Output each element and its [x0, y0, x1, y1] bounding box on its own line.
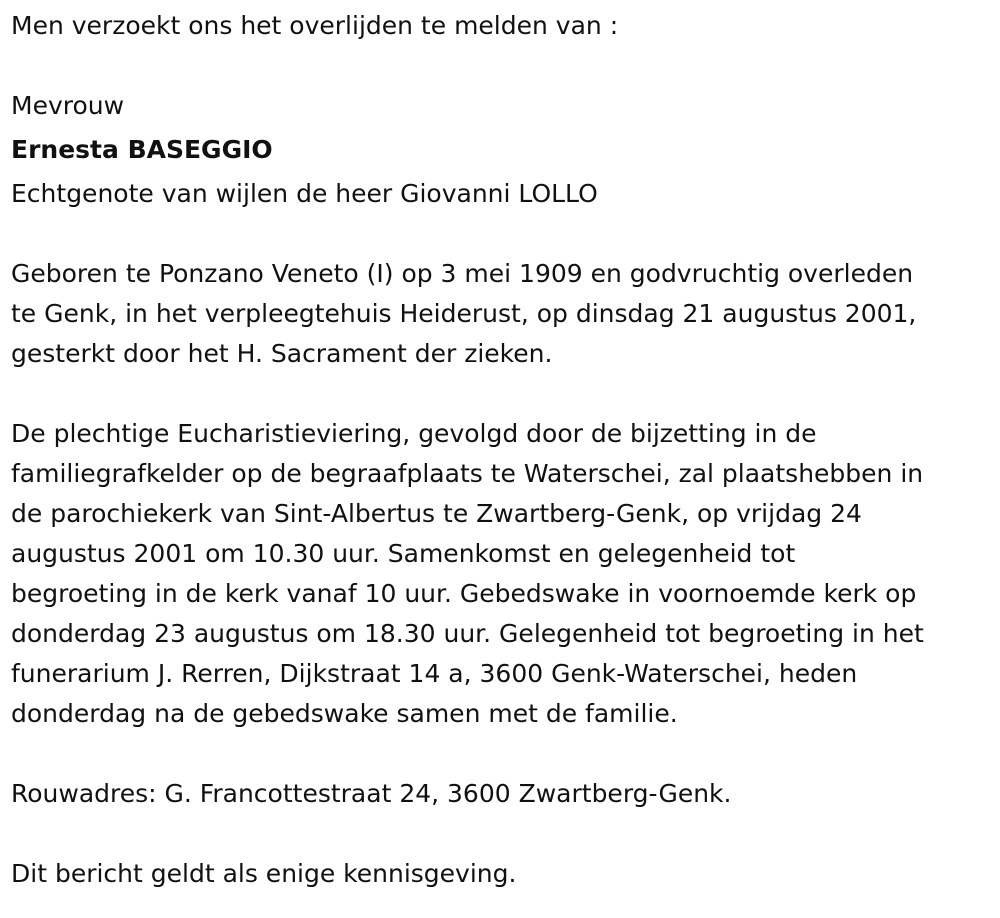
spacer — [11, 214, 991, 254]
ceremony-paragraph — [11, 414, 991, 734]
paragraph-line: donderdag 23 augustus om 18.30 uur. Gelegenheid tot begroeting in het — [11, 619, 924, 648]
spacer — [11, 734, 991, 774]
paragraph-line: familiegrafkelder op de begraafplaats te Waterschei, zal plaatshebben in — [11, 459, 924, 488]
spacer — [11, 814, 991, 854]
mourning-address: Rouwadres: G. Francottestraat 24, 3600 Zwartberg-Genk. — [11, 779, 732, 808]
paragraph-line: gesterkt door het H. Sacrament der zieken. — [11, 339, 553, 368]
paragraph-line: augustus 2001 om 10.30 uur. Samenkomst en gelegenheid tot — [11, 539, 796, 568]
paragraph-line: de parochiekerk van Sint-Albertus te Zwartberg-Genk, op vrijdag 24 — [11, 499, 862, 528]
birth-death-paragraph — [11, 254, 991, 374]
paragraph-line: begroeting in de kerk vanaf 10 uur. Gebedswake in voornoemde kerk op — [11, 579, 917, 608]
closing-text: Dit bericht geldt als enige kennisgeving. — [11, 859, 517, 888]
paragraph-line: te Genk, in het verpleegtehuis Heiderust, op dinsdag 21 augustus 2001, — [11, 299, 917, 328]
paragraph-line: funerarium J. Rerren, Dijkstraat 14 a, 3600 Genk-Waterschei, heden — [11, 659, 858, 688]
intro-text: Men verzoekt ons het overlijden te melden van : — [11, 11, 619, 40]
spouse-text: Echtgenote van wijlen de heer Giovanni LOLLO — [11, 179, 598, 208]
paragraph-line: donderdag na de gebedswake samen met de familie. — [11, 699, 678, 728]
spacer — [11, 46, 991, 86]
spacer — [11, 374, 991, 414]
deceased-name: Ernesta BASEGGIO — [11, 135, 273, 164]
honorific: Mevrouw — [11, 91, 125, 120]
obituary-notice — [11, 6, 991, 894]
paragraph-line: De plechtige Eucharistieviering, gevolgd door de bijzetting in de — [11, 419, 817, 448]
paragraph-line: Geboren te Ponzano Veneto (I) op 3 mei 1909 en godvruchtig overleden — [11, 259, 914, 288]
